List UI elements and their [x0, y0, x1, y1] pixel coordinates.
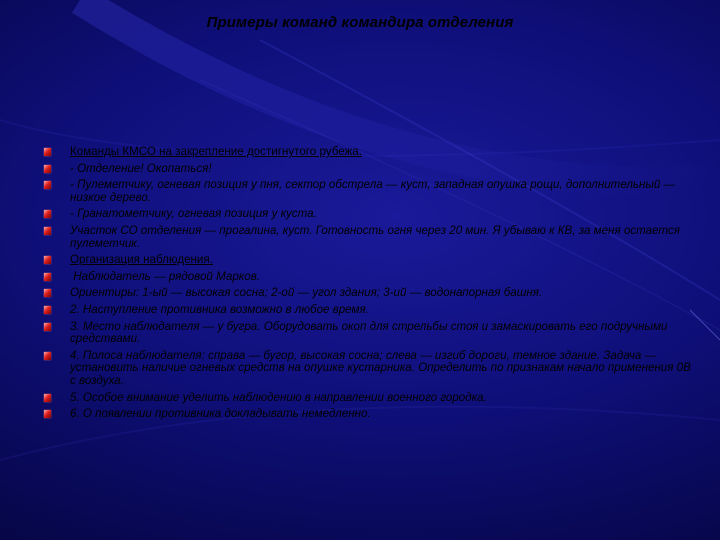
list-item — [44, 179, 698, 204]
list-item — [44, 392, 698, 405]
list-item — [44, 271, 698, 284]
red-square-bullet-icon — [44, 227, 51, 235]
command-text: 2. Наступление противника возможно в любое время. — [70, 302, 369, 316]
red-square-bullet-icon — [44, 181, 51, 189]
red-square-bullet-icon — [44, 289, 51, 297]
command-text: - Гранатометчику, огневая позиция у куста. — [70, 207, 317, 221]
list-item — [44, 408, 698, 421]
list-item — [44, 225, 698, 250]
list-item — [44, 321, 698, 346]
red-square-bullet-icon — [44, 273, 51, 281]
red-square-bullet-icon — [44, 410, 51, 418]
red-square-bullet-icon — [44, 256, 51, 264]
red-square-bullet-icon — [44, 394, 51, 402]
red-square-bullet-icon — [44, 323, 51, 331]
list-item — [44, 208, 698, 221]
list-item — [44, 254, 698, 267]
list-item — [44, 350, 698, 388]
list-item — [44, 304, 698, 317]
command-text: Участок СО отделения — прогалина, куст. Готовность огня через 20 мин. Я убываю к КВ, за меня остается пулеметчик. — [70, 223, 680, 250]
section-heading-consolidation: Команды КМСО на закрепление достигнутого рубежа. — [70, 145, 362, 158]
command-text: - Отделение! Окопаться! — [70, 161, 212, 175]
bullet-list — [44, 146, 698, 425]
red-square-bullet-icon — [44, 352, 51, 360]
command-text: 4. Полоса наблюдателя: справа — бугор, высокая сосна; слева — изгиб дороги, темное здание. Задача — установить наличие огневых средств на опушке кустарника. Определить по признакам начало применения 0В с воздуха. — [70, 348, 691, 387]
red-square-bullet-icon — [44, 165, 51, 173]
command-text: 5. Особое внимание уделить наблюдению в направлении военного городка. — [70, 390, 487, 404]
command-text: Наблюдатель — рядовой Марков. — [70, 269, 260, 283]
command-text: Ориентиры: 1-ый — высокая сосна; 2-ой — угол здания; 3-ий — водонапорная башня. — [70, 286, 543, 300]
section-heading-observation: Организация наблюдения. — [70, 253, 213, 267]
command-text: 6. О появлении противника докладывать немедленно. — [70, 407, 371, 421]
red-square-bullet-icon — [44, 210, 51, 218]
command-text: 3. Место наблюдателя — у бугра. Оборудовать окоп для стрельбы стоя и замаскировать его подручными средствами. — [70, 319, 668, 346]
slide-title: Примеры команд командира отделения — [206, 14, 514, 31]
red-square-bullet-icon — [44, 306, 51, 314]
red-square-bullet-icon — [44, 148, 51, 156]
list-item — [44, 146, 698, 159]
command-text: - Пулеметчику, огневая позиция у пня, сектор обстрела — куст, западная опушка рощи, дополнительный — низкое дерево. — [70, 178, 676, 204]
list-item — [44, 163, 698, 176]
list-item — [44, 287, 698, 300]
